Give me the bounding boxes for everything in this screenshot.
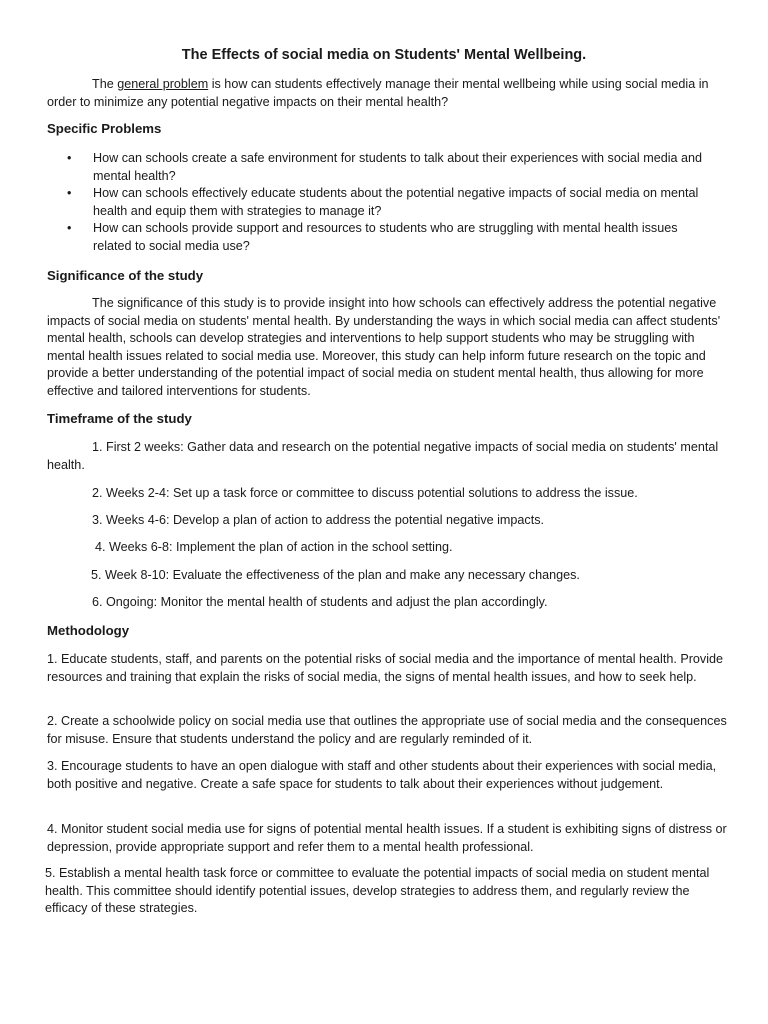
timeframe-step: 6. Ongoing: Monitor the mental health of students and adjust the plan accordingly. — [92, 595, 548, 609]
methodology-item: 5. Establish a mental health task force or committee to evaluate the potential impacts of social media on student mental health. This committee should identify potential issues, develop strategies to address them, and regularly review the efficacy of these strategies. — [45, 866, 710, 916]
list-item — [47, 220, 707, 255]
bullet-icon: • — [67, 151, 72, 165]
specific-problems-heading: Specific Problems — [47, 121, 162, 136]
timeframe-step: 3. Weeks 4-6: Develop a plan of action to address the potential negative impacts. — [92, 513, 545, 527]
list-item-text: How can schools create a safe environment for students to talk about their experiences with social media and mental health? — [93, 151, 703, 183]
list-item-text: How can schools effectively educate students about the potential negative impacts of social media on mental health and equip them with strategies to manage it? — [93, 186, 699, 218]
methodology-item: 1. Educate students, staff, and parents on the potential risks of social media and the importance of mental health. Provide resources and training that explain the risks of social media, the signs of mental health issues, and how to seek help. — [47, 652, 724, 684]
intro-text-after: is how can students effectively manage their mental wellbeing while using social media in order to minimize any potential negative impacts on their mental health? — [47, 77, 709, 109]
intro-paragraph — [47, 76, 727, 111]
specific-problems-list — [47, 150, 707, 256]
timeframe-step: 2. Weeks 2-4: Set up a task force or committee to discuss potential solutions to address the issue. — [92, 486, 638, 500]
list-item — [47, 185, 707, 220]
timeframe-step: 4. Weeks 6-8: Implement the plan of action in the school setting. — [95, 540, 453, 554]
methodology-item: 4. Monitor student social media use for signs of potential mental health issues. If a student is exhibiting signs of distress or depression, provide appropriate support and refer them to a mental health professional. — [47, 822, 727, 854]
methodology-item: 3. Encourage students to have an open dialogue with staff and other students about their experiences with social media, both positive and negative. Create a safe space for students to talk about their experiences without judgement. — [47, 759, 717, 791]
intro-text-before: The — [92, 77, 118, 91]
bullet-icon: • — [67, 221, 72, 236]
significance-heading: Significance of the study — [47, 268, 204, 283]
document-title: The Effects of social media on Students' Mental Wellbeing. — [181, 47, 587, 63]
intro-underlined-term: general problem — [117, 77, 209, 91]
list-item — [47, 150, 707, 185]
timeframe-step: 5. Week 8-10: Evaluate the effectiveness of the plan and make any necessary changes. — [91, 568, 580, 582]
methodology-item: 2. Create a schoolwide policy on social media use that outlines the appropriate use of social media and the consequences for misuse. Ensure that students understand the policy and are regularly reminded of it. — [47, 714, 727, 746]
timeframe-heading: Timeframe of the study — [47, 411, 192, 426]
timeframe-step: 1. First 2 weeks: Gather data and research on the potential negative impacts of social media on students' mental health. — [47, 440, 719, 472]
methodology-heading: Methodology — [47, 623, 130, 638]
list-item-text: How can schools provide support and resources to students who are struggling with mental health issues related to social media use? — [93, 221, 678, 253]
significance-paragraph: The significance of this study is to provide insight into how schools can effectively address the potential negative impacts of social media on students' mental health. By understanding the ways in which social media can affect students' mental health, schools can develop strategies and interventions to help support students who may be struggling with mental health issues related to social media use. Moreover, this study can help inform future research on the topic and provide a better understanding of the potential impact of social media on student mental health, thus allowing for more effective and tailored interventions for students. — [47, 296, 721, 398]
bullet-icon: • — [67, 186, 72, 201]
